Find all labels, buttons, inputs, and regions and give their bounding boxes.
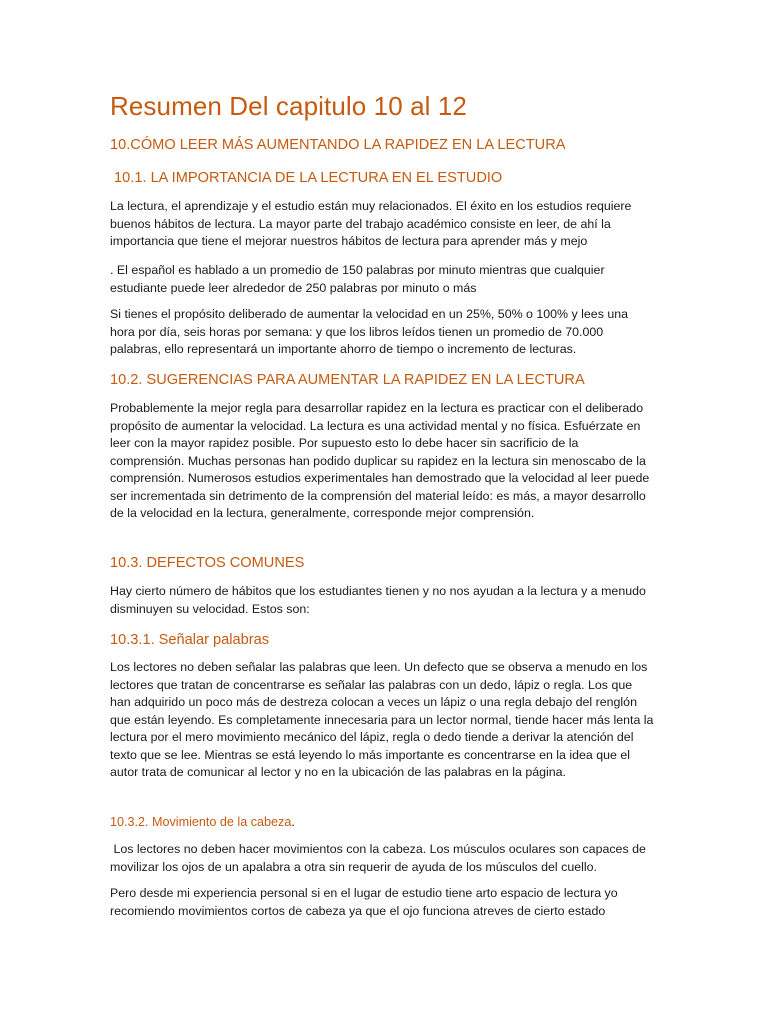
paragraph-sugerencias: Probablemente la mejor regla para desarrollar rapidez en la lectura es practicar con el deliberado propósito de aumentar la velocidad. La lectura es una actividad mental y no física. Esfuérzate en leer con la mayor rapidez posible. Por supuesto esto lo debe hacer sin sacrificio de la comprensión. Muchas personas han podido duplicar su rapidez en la lectura sin menoscabo de la comprensión. Numerosos estudios experimentales han demostrado que la velocidad al leer puede ser incrementada sin detrimento de la comprensión del material leído: es más, a mayor desarrollo de la velocidad en la lectura, generalmente, corresponde mejor comprensión. [110,401,650,520]
heading-chapter-10: 10.CÓMO LEER MÁS AUMENTANDO LA RAPIDEZ EN LA LECTURA [110,137,566,153]
heading-section-10-1: 10.1. LA IMPORTANCIA DE LA LECTURA EN EL ESTUDIO [110,170,503,186]
heading-section-10-2: 10.2. SUGERENCIAS PARA AUMENTAR LA RAPIDEZ EN LA LECTURA [110,372,585,388]
paragraph-movimiento-cabeza: Los lectores no deben hacer movimientos con la cabeza. Los músculos oculares son capaces de movilizar los ojos de un apalabra a otra sin requerir de ayuda de los músculos del cuello. [110,842,650,874]
paragraph-lectura-importancia: La lectura, el aprendizaje y el estudio están muy relacionados. El éxito en los estudios requiere buenos hábitos de lectura. La mayor parte del trabajo académico consiste en leer, de ahí la importancia que tiene el mejorar nuestros hábitos de lectura para aprender más y mejo [110,199,632,248]
document-title: Resumen Del capitulo 10 al 12 [110,91,467,121]
paragraph-senalar-palabras: Los lectores no deben señalar las palabras que leen. Un defecto que se observa a menudo en los lectores que tratan de concentrarse es señalar las palabras con un dedo, lápiz o regla. Los que han adquirido un poco más de destreza colocan a veces un lápiz o una regla debajo del renglón que están leyendo. Es completamente innecesaria para un lector normal, tiende hacer más lenta la lectura por el mero movimiento mecánico del lápiz, regla o dedo tiende a derivar la atención del texto que se lee. Mientras se está leyendo lo más importante es concentrarse en la idea que el autor trata de comunicar al lector y no en la ubicación de las palabras en la página. [110,660,654,779]
paragraph-experiencia-personal: Pero desde mi experiencia personal si en el lugar de estudio tiene arto espacio de lectura yo recomiendo movimientos cortos de cabeza ya que el ojo funciona atreves de cierto estado [110,886,618,918]
paragraph-habitos: Hay cierto número de hábitos que los estudiantes tienen y no nos ayudan a la lectura y a menudo disminuyen su velocidad. Estos son: [110,584,646,616]
heading-section-10-3-2-text: 10.3.2. Movimiento de la cabeza [110,815,292,829]
heading-section-10-3-2-period: . [291,815,295,829]
heading-section-10-3-2 [110,813,655,831]
heading-section-10-3: 10.3. DEFECTOS COMUNES [110,555,305,571]
paragraph-palabras-por-minuto: . El español es hablado a un promedio de 150 palabras por minuto mientras que cualquier estudiante puede leer alrededor de 250 palabras por minuto o más [110,263,605,295]
heading-section-10-3-1: 10.3.1. Señalar palabras [110,632,270,648]
paragraph-proposito-velocidad: Si tienes el propósito deliberado de aumentar la velocidad en un 25%, 50% o 100% y lees una hora por día, seis horas por semana: y que los libros leídos tienen un promedio de 70.000 palabras, ello representará un importante ahorro de tiempo o incremento de lecturas. [110,307,628,356]
